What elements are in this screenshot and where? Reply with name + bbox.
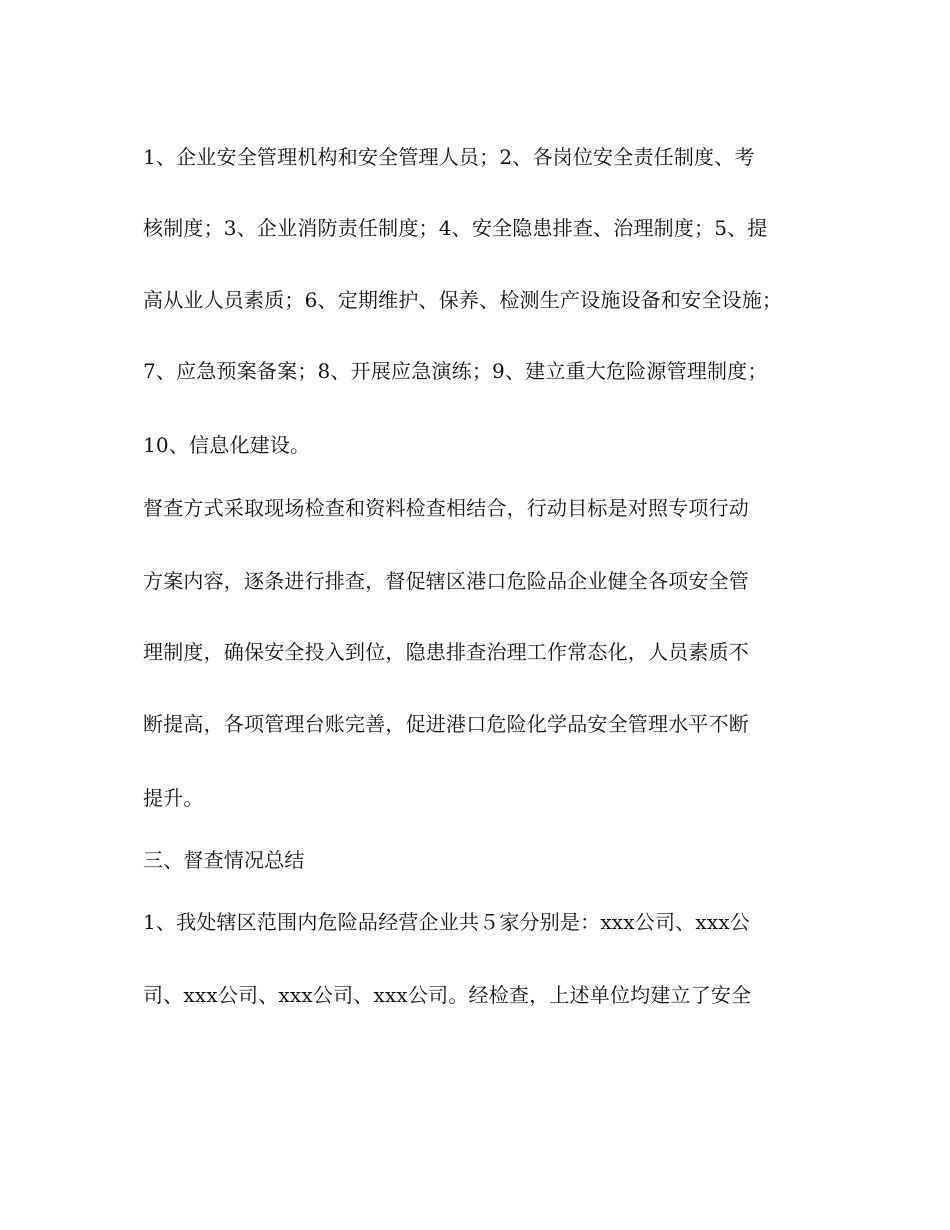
text-line: 10、信息化建设。 [143, 433, 311, 457]
text-line: 高从业人员素质；6、定期维护、保养、检测生产设施设备和安全设施； [143, 288, 783, 312]
text-line: 核制度；3、企业消防责任制度；4、安全隐患排查、治理制度；5、提 [143, 216, 768, 240]
text-line: 督查方式采取现场检查和资料检查相结合，行动目标是对照专项行动 [143, 496, 749, 520]
text-line: 7、应急预案备案；8、开展应急演练；9、建立重大危险源管理制度； [143, 359, 768, 383]
text-line: 1、企业安全管理机构和安全管理人员；2、各岗位安全责任制度、考 [143, 145, 755, 169]
text-line: 提升。 [143, 786, 204, 810]
text-line: 司、xxx公司、xxx公司、xxx公司。经检查，上述单位均建立了安全 [143, 983, 752, 1007]
text-line: 理制度，确保安全投入到位，隐患排查治理工作常态化，人员素质不 [143, 640, 749, 664]
section-heading: 三、督查情况总结 [143, 848, 305, 872]
text-line: 断提高，各项管理台账完善，促进港口危险化学品安全管理水平不断 [143, 712, 749, 736]
text-line: 1、我处辖区范围内危险品经营企业共５家分别是：xxx公司、xxx公 [143, 910, 750, 934]
text-line: 方案内容，逐条进行排查，督促辖区港口危险品企业健全各项安全管 [143, 569, 749, 593]
